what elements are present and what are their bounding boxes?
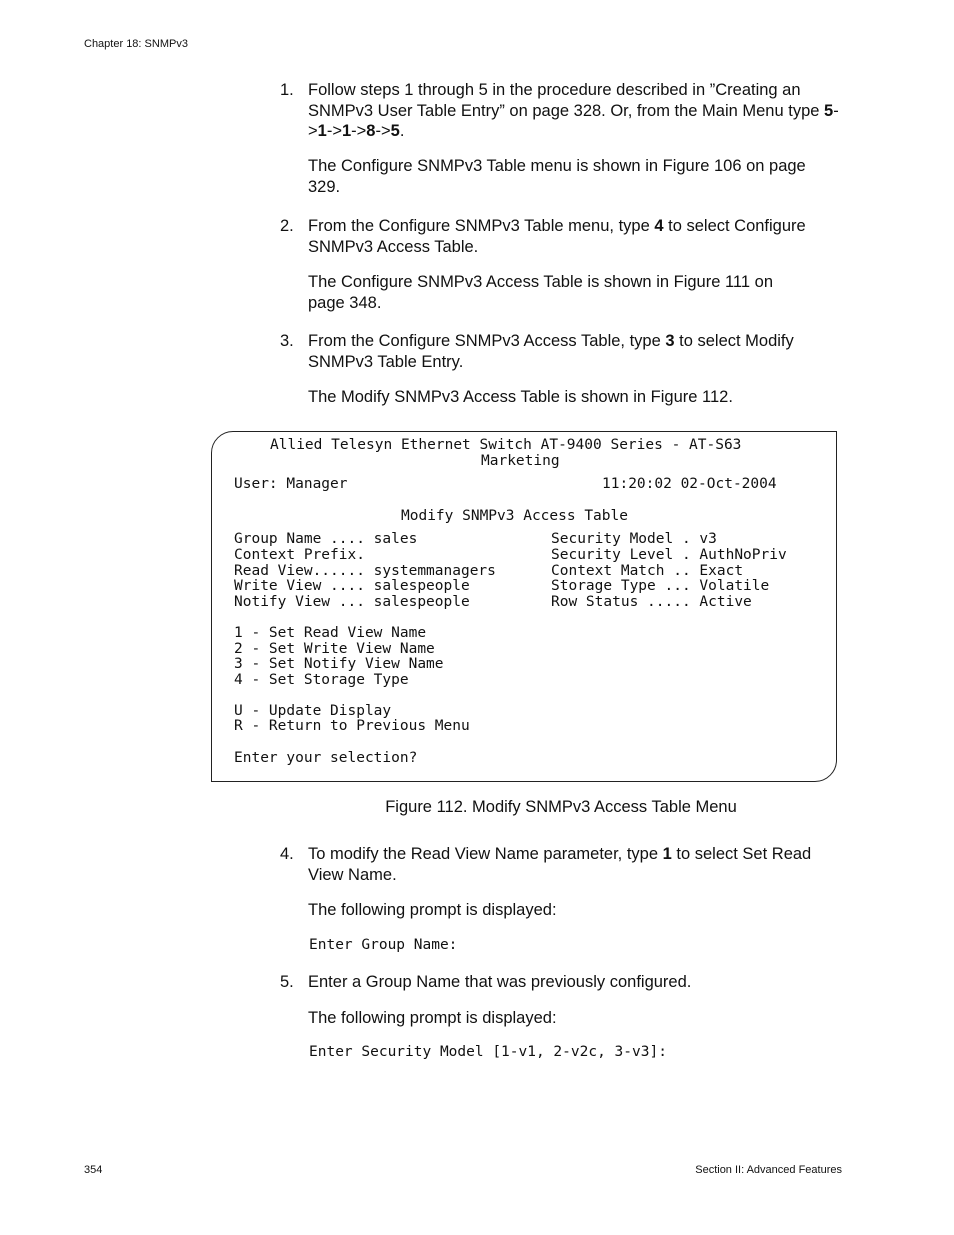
key-sep: -> — [326, 122, 342, 140]
menu-option-2: 2 - Set Write View Name — [234, 641, 435, 657]
key-seq: 1 — [317, 122, 327, 140]
field-context-match: Context Match .. Exact — [551, 563, 744, 579]
step-text — [308, 80, 850, 142]
screen-subtitle: Marketing — [481, 453, 560, 469]
step-2-result: The Configure SNMPv3 Access Table is shown in Figure 111 on page 348. — [308, 273, 773, 312]
key-sep: -> — [375, 122, 391, 140]
figure-caption: Figure 112. Modify SNMPv3 Access Table Menu — [385, 798, 737, 816]
key-seq: 3 — [665, 332, 675, 350]
screen-datetime: 11:20:02 02-Oct-2004 — [602, 476, 777, 492]
field-write-view: Write View .... salespeople — [234, 578, 470, 594]
field-context-prefix: Context Prefix. — [234, 547, 365, 563]
screen-prompt: Enter your selection? — [234, 750, 418, 766]
step-text — [308, 216, 850, 257]
screen-title: Allied Telesyn Ethernet Switch AT-9400 Series - AT-S63 — [270, 437, 742, 453]
page-number: 354 — [84, 1164, 103, 1176]
key-seq: 5 — [390, 122, 400, 140]
step-text-part: From the Configure SNMPv3 Access Table, type — [308, 332, 666, 350]
key-sep: . — [399, 122, 405, 140]
step-text-part: to select Configure SNMPv3 Access Table. — [308, 217, 806, 256]
field-row-status: Row Status ..... Active — [551, 594, 752, 610]
step-5 — [280, 972, 850, 993]
step-text — [308, 331, 850, 372]
terminal-screen-figure — [211, 431, 837, 782]
field-notify-view: Notify View ... salespeople — [234, 594, 470, 610]
menu-option-3: 3 - Set Notify View Name — [234, 656, 444, 672]
menu-option-update: U - Update Display — [234, 703, 392, 719]
section-footer: Section II: Advanced Features — [695, 1164, 842, 1176]
step-number: 2. — [280, 217, 294, 235]
key-seq: 8 — [366, 122, 376, 140]
step-text — [308, 844, 850, 885]
key-seq: 4 — [654, 217, 664, 235]
step-1-result: The Configure SNMPv3 Table menu is shown in Figure 106 on page 329. — [308, 157, 806, 196]
screen-menu-title: Modify SNMPv3 Access Table — [401, 508, 628, 524]
key-seq: 1 — [662, 845, 672, 863]
field-security-model: Security Model . v3 — [551, 531, 717, 547]
field-group-name: Group Name .... sales — [234, 531, 418, 547]
step-2 — [280, 216, 850, 257]
field-storage-type: Storage Type ... Volatile — [551, 578, 770, 594]
step-number: 1. — [280, 81, 294, 99]
step-4-result: The following prompt is displayed: — [308, 901, 557, 919]
key-seq: 1 — [341, 122, 352, 140]
key-sep: -> — [308, 101, 839, 140]
field-security-level: Security Level . AuthNoPriv — [551, 547, 787, 563]
menu-option-return: R - Return to Previous Menu — [234, 718, 470, 734]
step-text-part: Follow steps 1 through 5 in the procedure described in ”Creating an SNMPv3 User Table Entry” on page 328. Or, from the Main Menu type — [308, 81, 825, 120]
step-4 — [280, 844, 850, 885]
step-text-part: To modify the Read View Name parameter, type — [308, 845, 663, 863]
step-5-result: The following prompt is displayed: — [308, 1009, 557, 1027]
prompt-group-name: Enter Group Name: — [309, 937, 458, 953]
screen-user: User: Manager — [234, 476, 348, 492]
page-header: Chapter 18: SNMPv3 — [84, 38, 188, 50]
step-number: 3. — [280, 332, 294, 350]
step-number: 5. — [280, 973, 294, 991]
field-read-view: Read View...... systemmanagers — [234, 563, 496, 579]
key-sep: -> — [351, 122, 367, 140]
step-1 — [280, 80, 850, 142]
step-number: 4. — [280, 845, 294, 863]
prompt-security-model: Enter Security Model [1-v1, 2-v2c, 3-v3]: — [309, 1044, 667, 1060]
step-text-part: to select Modify SNMPv3 Table Entry. — [308, 332, 794, 371]
key-seq: 5 — [824, 101, 834, 120]
menu-option-4: 4 - Set Storage Type — [234, 672, 409, 688]
menu-option-1: 1 - Set Read View Name — [234, 625, 427, 641]
step-text: Enter a Group Name that was previously configured. — [308, 973, 692, 991]
step-3-result: The Modify SNMPv3 Access Table is shown in Figure 112. — [308, 388, 733, 406]
step-3 — [280, 331, 850, 372]
step-text-part: to select Set Read View Name. — [308, 845, 812, 884]
step-text-part: From the Configure SNMPv3 Table menu, type — [308, 217, 655, 235]
